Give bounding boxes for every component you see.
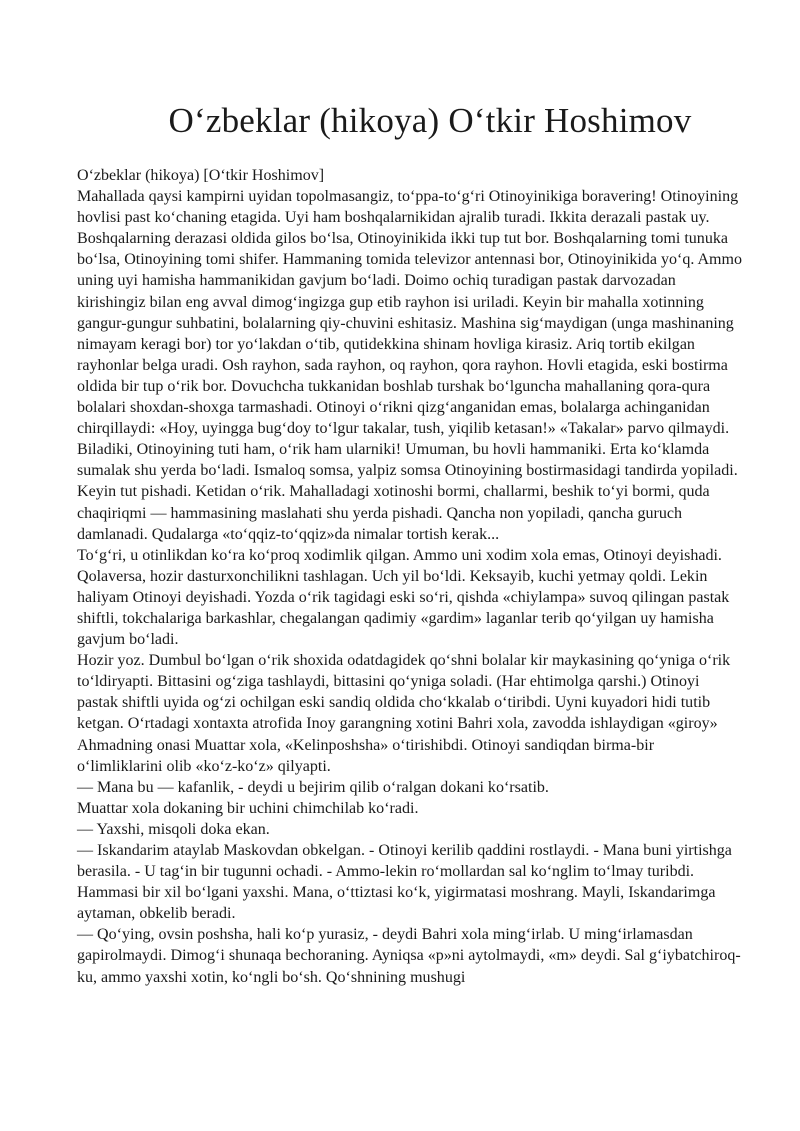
paragraph-subtitle: Oʻzbeklar (hikoya) [Oʻtkir Hoshimov] bbox=[77, 167, 325, 184]
document-title: Oʻzbeklar (hikoya) Oʻtkir Hoshimov bbox=[168, 101, 692, 140]
paragraph: Muattar xola dokaning bir uchini chimchilab koʻradi. bbox=[77, 799, 419, 817]
paragraph: Toʻgʻri, u otinlikdan koʻra koʻproq xodimlik qilgan. Ammo uni xodim xola emas, Otinoyi deyishadi. Qolaversa, hozir dasturxonchilikni tashlagan. Uch yil boʻldi. Keksayib, kuchi yetmay qoldi. Lekin haliyam Otinoyi deyishadi. Yozda oʻrik tagidagi eski soʻri, qishda «chiylampa» suvoq qilingan pastak shiftli, tokchalariga barkashlar, chegalangan qadimiy «gardim» laganlar terib qoʻyilgan uy hamisha gavjum boʻladi. bbox=[77, 546, 730, 649]
paragraph: Hozir yoz. Dumbul boʻlgan oʻrik shoxida odatdagidek qoʻshni bolalar kir maykasining qoʻyniga oʻrik toʻldiryapti. Bittasini ogʻziga tashlaydi, bittasini qoʻyniga soladi. (Har ehtimolga qarshi.) Otinoyi pastak shiftli uyida ogʻzi ochilgan eski sandiq oldida choʻkkalab oʻtiribdi. Uyni kuyadori hidi tutib ketgan. Oʻrtadagi xontaxta atrofida Inoy garangning xotini Bahri xola, zavodda ishlaydigan «giroy» Ahmadning onasi Muattar xola, «Kelinposhsha» oʻtirishibdi. Otinoyi sandiqdan birma-bir oʻlimliklarini olib «koʻz-koʻz» qilyapti. bbox=[77, 652, 731, 775]
document-body bbox=[77, 165, 743, 988]
paragraph-dialogue: — Iskandarim ataylab Maskovdan obkelgan. - Otinoyi kerilib qaddini rostlaydi. - Mana buni yirtishga berasila. - U tagʻin bir tugunni ochadi. - Ammo-lekin roʻmollardan sal koʻnglim toʻlmay turibdi. Hammasi bir xil boʻlgani yaxshi. Mana, oʻttiztasi koʻk, yigirmatasi moshrang. Mayli, Iskandarimga aytaman, obkelib beradi. bbox=[77, 842, 732, 923]
paragraph-dialogue: — Qoʻying, ovsin poshsha, hali koʻp yurasiz, - deydi Bahri xola mingʻirlab. U mingʻirlamasdan gapirolmaydi. Dimogʻi shunaqa bechoraning. Ayniqsa «p»ni aytolmaydi, «m» deydi. Sal gʻiybatchiroq-ku, ammo yaxshi xotin, koʻngli boʻsh. Qoʻshnining mushugi bbox=[77, 926, 741, 986]
paragraph-dialogue: — Mana bu — kafanlik, - deydi u bejirim qilib oʻralgan dokani koʻrsatib. bbox=[77, 778, 549, 796]
paragraph: Mahallada qaysi kampirni uyidan topolmasangiz, toʻppa-toʻgʻri Otinoyinikiga boravering! Otinoyining hovlisi past koʻchaning etagida. Uyi ham boshqalarnikidan ajralib turadi. Ikkita derazali pastak uy. Boshqalarning derazasi oldida gilos boʻlsa, Otinoyinikida ikki tup tut bor. Boshqalarning tomi tunuka boʻlsa, Otinoyining tomi shifer. Hammaning tomida televizor antennasi bor, Otinoyinikida yoʻq. Ammo uning uyi hamisha hammanikidan gavjum boʻladi. Doimo ochiq turadigan pastak darvozadan kirishingiz bilan eng avval dimogʻingizga gup etib rayhon isi uriladi. Keyin bir mahalla xotinning gangur-gungur suhbatini, bolalarning qiy-chuvini eshitasiz. Mashina sigʻmaydigan (unga mashinaning nimayam keragi bor) tor yoʻlakdan oʻtib, qutidekkina shinam hovliga kirasiz. Ariq tortib ekilgan rayhonlar belga uradi. Osh rayhon, sada rayhon, oq rayhon, qora rayhon. Hovli etagida, eski bostirma oldida bir tup oʻrik bor. Dovuchcha tukkanidan boshlab turshak boʻlguncha mahallaning qora-qura bolalari shoxdan-shoxga tarmashadi. Otinoyi oʻrikni qizgʻanganidan emas, bolalarga achinganidan chirqillaydi: «Hoy, uyingga bugʻdoy toʻlgur takalar, tush, yiqilib ketasan!» «Takalar» parvo qilmaydi. Biladiki, Otinoyining tuti ham, oʻrik ham ularniki! Umuman, bu hovli hammaniki. Erta koʻklamda sumalak shu yerda boʻladi. Ismaloq somsa, yalpiz somsa Otinoyining bostirmasidagi tandirda yopiladi. Keyin tut pishadi. Ketidan oʻrik. Mahalladagi xotinoshi bormi, challarmi, beshik toʻyi bormi, quda chaqiriqmi — hammasining maslahati shu yerda pishadi. Qancha non yopiladi, qancha guruch damlanadi. Qudalarga «toʻqqiz-toʻqqiz»da nimalar tortish kerak... bbox=[77, 188, 742, 543]
paragraph-dialogue: — Yaxshi, misqoli doka ekan. bbox=[77, 820, 270, 838]
